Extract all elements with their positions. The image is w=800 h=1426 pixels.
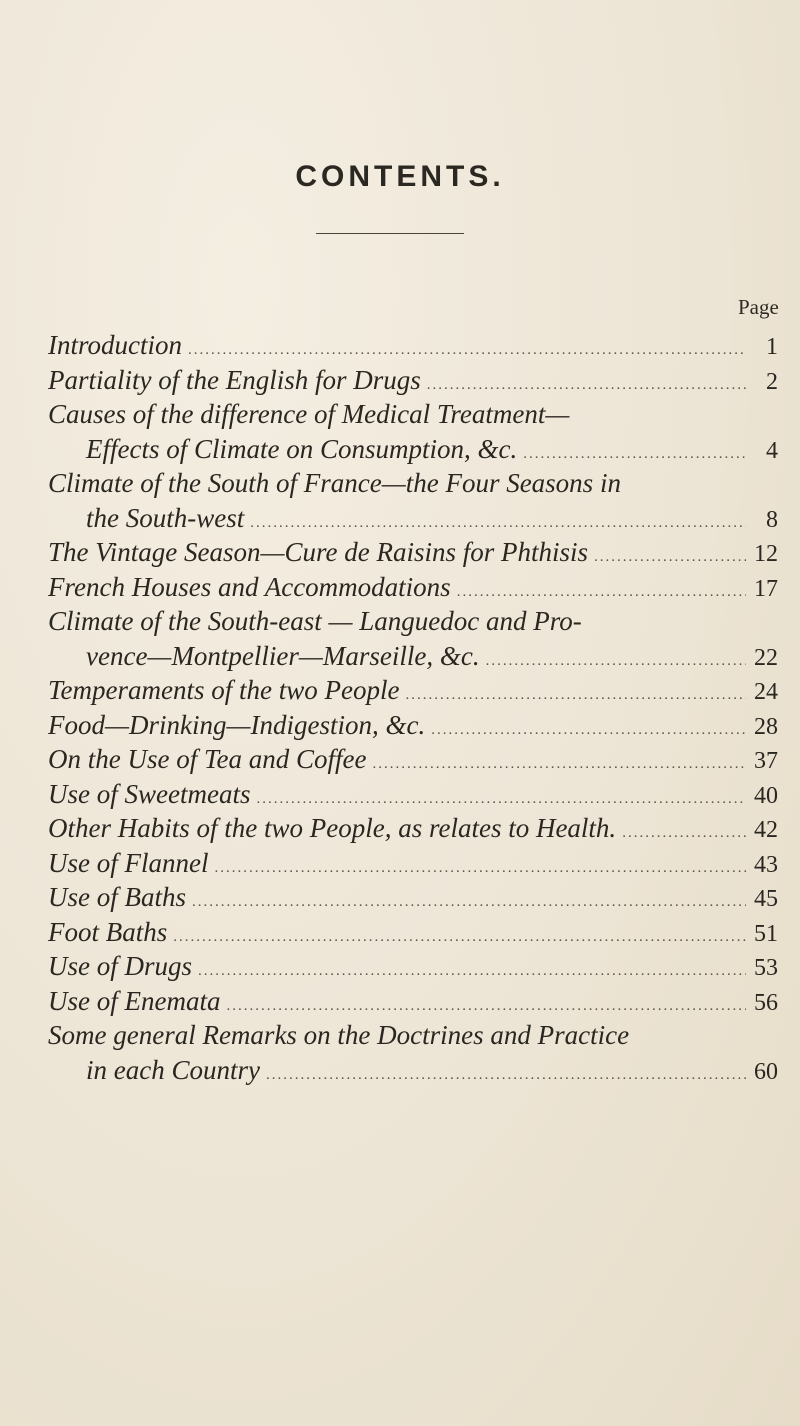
toc-entry-line xyxy=(48,673,778,708)
dot-leader xyxy=(198,954,746,989)
toc-entry-line xyxy=(48,1018,778,1053)
toc-entry-title: Climate of the South-east — Languedoc and Pro- xyxy=(48,606,582,636)
toc-entry-title: French Houses and Accommodations xyxy=(48,571,451,602)
toc-entry-title: Use of Flannel xyxy=(48,847,209,878)
toc-entry-line xyxy=(48,915,778,950)
toc-entry-line xyxy=(48,466,778,501)
toc-entry-title: Effects of Climate on Consumption, &c. xyxy=(86,433,518,464)
toc-entry-line xyxy=(48,363,778,398)
toc-entry-title: Use of Baths xyxy=(48,882,186,912)
toc-page-number: 1 xyxy=(766,334,778,360)
toc-entry xyxy=(48,535,778,570)
toc-entry xyxy=(48,363,778,398)
toc-entry-title: On the Use of Tea and Coffee xyxy=(48,744,367,774)
toc-entry-line xyxy=(48,328,778,363)
toc-entry xyxy=(48,742,778,777)
toc-entry-line xyxy=(48,501,778,536)
toc-entry-title: Food—Drinking—Indigestion, &c. xyxy=(48,709,426,740)
toc-entry-line xyxy=(48,604,778,639)
toc-entry xyxy=(48,777,778,812)
dot-leader xyxy=(372,747,746,782)
toc-page-number: 37 xyxy=(754,748,778,774)
dot-leader xyxy=(192,885,746,920)
toc-page-number: 45 xyxy=(754,886,778,912)
toc-entry xyxy=(48,846,778,881)
toc-entry-title: Foot Baths xyxy=(48,916,168,947)
toc-entry xyxy=(48,1018,778,1087)
toc-page-number: 17 xyxy=(754,575,778,602)
toc-entry-line xyxy=(48,742,778,777)
dot-leader xyxy=(214,851,746,886)
toc-page-number: 42 xyxy=(754,817,778,843)
dot-leader xyxy=(594,540,746,575)
toc-entry xyxy=(48,915,778,950)
toc-entry-title: Use of Sweetmeats xyxy=(48,778,251,809)
toc-entry xyxy=(48,570,778,605)
dot-leader xyxy=(622,816,746,851)
toc-entry-title: Other Habits of the two People, as relates to Health. xyxy=(48,813,617,843)
toc-entry-title: Introduction xyxy=(48,330,182,360)
toc-entry-title: the South-west xyxy=(86,502,245,533)
toc-entry xyxy=(48,328,778,363)
contents-heading: CONTENTS. xyxy=(295,160,505,193)
dot-leader xyxy=(405,678,746,713)
page-column-label: Page xyxy=(738,295,779,319)
toc-page-number: 43 xyxy=(754,851,778,878)
toc-entry xyxy=(48,811,778,846)
toc-entry-line xyxy=(48,811,778,846)
toc-entry-title: Some general Remarks on the Doctrines and Practice xyxy=(48,1020,630,1050)
toc-entry-line xyxy=(48,777,778,812)
toc-entry-title: Use of Enemata xyxy=(48,985,221,1016)
toc-entry-title: The Vintage Season—Cure de Raisins for Phthisis xyxy=(48,537,588,567)
toc-entry-line xyxy=(48,846,778,881)
dot-leader xyxy=(431,713,746,748)
toc-entry-line xyxy=(48,570,778,605)
toc-page-number: 12 xyxy=(754,541,778,567)
toc-entry xyxy=(48,708,778,743)
toc-entry xyxy=(48,880,778,915)
toc-entry-title: vence—Montpellier—Marseille, &c. xyxy=(86,640,480,671)
toc-entry-title: Causes of the difference of Medical Treatment— xyxy=(48,399,570,429)
toc-entry xyxy=(48,604,778,673)
toc-page-number: 53 xyxy=(754,955,778,981)
dot-leader xyxy=(486,644,746,679)
toc-page-number: 2 xyxy=(766,368,778,395)
toc-entry xyxy=(48,397,778,466)
toc-page-number: 51 xyxy=(754,920,778,947)
heading-rule xyxy=(316,233,464,234)
toc-entry-line xyxy=(48,708,778,743)
dot-leader xyxy=(173,920,746,955)
toc-entry-line xyxy=(48,880,778,915)
toc-page-number: 22 xyxy=(754,644,778,671)
toc-entry-line xyxy=(48,984,778,1019)
toc-entry xyxy=(48,949,778,984)
toc-entry-title: Temperaments of the two People xyxy=(48,675,400,705)
toc-entry-title: Partiality of the English for Drugs xyxy=(48,364,421,395)
toc-page-number: 60 xyxy=(754,1058,778,1085)
toc-entry-line xyxy=(48,1053,778,1088)
toc-entry-title: Climate of the South of France—the Four Seasons in xyxy=(48,468,621,498)
toc-entry-line xyxy=(48,949,778,984)
table-of-contents xyxy=(48,328,778,1087)
toc-entry-line xyxy=(48,432,778,467)
dot-leader xyxy=(266,1058,746,1093)
toc-page-number: 4 xyxy=(766,437,778,464)
toc-entry-title: in each Country xyxy=(86,1054,260,1085)
toc-entry-line xyxy=(48,397,778,432)
toc-entry xyxy=(48,673,778,708)
toc-page-number: 40 xyxy=(754,782,778,809)
toc-page-number: 8 xyxy=(766,506,778,533)
toc-entry-line xyxy=(48,535,778,570)
toc-entry-title: Use of Drugs xyxy=(48,951,193,981)
toc-entry-line xyxy=(48,639,778,674)
toc-entry xyxy=(48,466,778,535)
toc-entry xyxy=(48,984,778,1019)
toc-page-number: 28 xyxy=(754,713,778,740)
toc-page-number: 56 xyxy=(754,989,778,1016)
toc-page-number: 24 xyxy=(754,679,778,705)
